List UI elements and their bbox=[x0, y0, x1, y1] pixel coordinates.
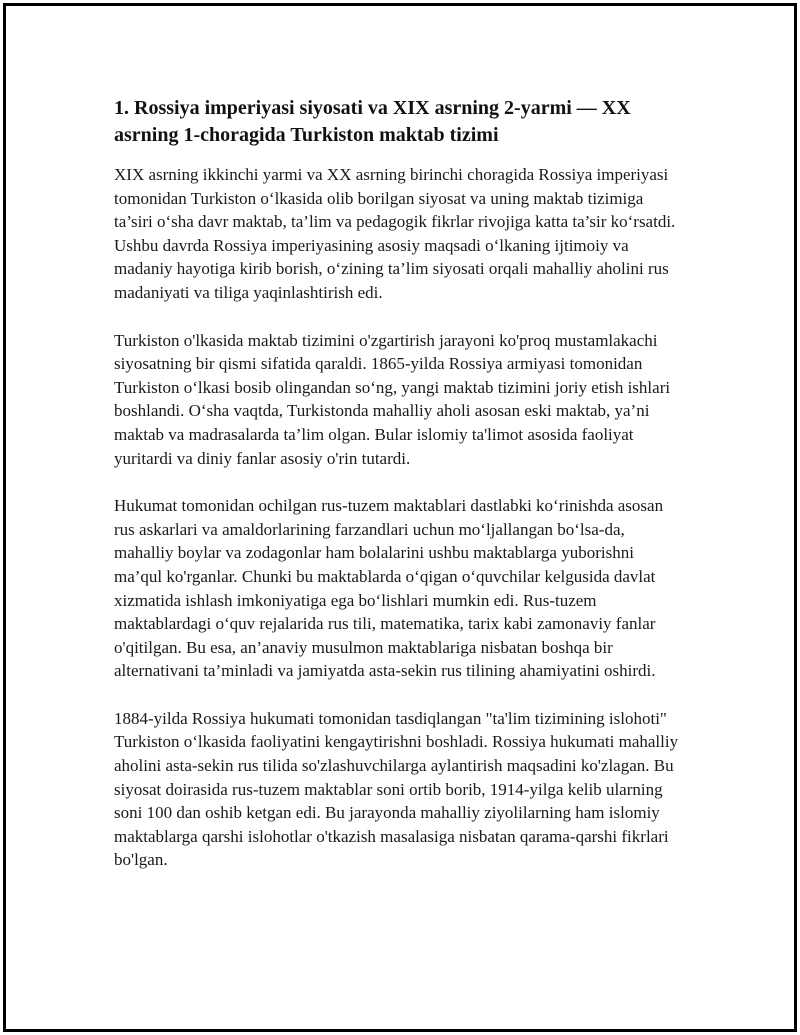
section-title: 1. Rossiya imperiyasi siyosati va XIX asrning 2-yarmi — XX asrning 1-choragida Turkiston maktab tizimi bbox=[114, 97, 631, 146]
paragraph-4: 1884-yilda Rossiya hukumati tomonidan tasdiqlangan "ta'lim tizimining islohoti" Turkiston o‘lkasida faoliyatini kengaytirishni boshladi. Rossiya hukumati mahalliy aholini asta-sekin rus tilida so'zlashuvchilarga aylantirish maqsadini ko'zlagan. Bu siyosat doirasida rus-tuzem maktablar soni ortib borib, 1914-yilga kelib ularning soni 100 dan oshib ketgan edi. Bu jarayonda mahalliy ziyolilarning ham islomiy maktablarga qarshi islohotlar o'tkazish masalasiga nisbatan qarama-qarshi fikrlari bo'lgan. bbox=[114, 708, 679, 870]
document-body bbox=[114, 95, 684, 896]
paragraph-2: Turkiston o'lkasida maktab tizimini o'zgartirish jarayoni ko'proq mustamlakachi siyosatning bir qismi sifatida qaraldi. 1865-yilda Rossiya armiyasi tomonidan Turkiston o‘lkasi bosib olingandan so‘ng, yangi maktab tizimini joriy etish ishlari boshlandi. O‘sha vaqtda, Turkistonda mahalliy aholi asosan eski maktab, ya’ni maktab va madrasalarda ta’lim olgan. Bular islomiy ta'limot asosida faoliyat yuritardi va diniy fanlar asosiy o'rin tutardi. bbox=[114, 330, 671, 468]
paragraph-3: Hukumat tomonidan ochilgan rus-tuzem maktablari dastlabki ko‘rinishda asosan rus askarlari va amaldorlarining farzandlari uchun mo‘ljallangan bo‘lsa-da, mahalliy boylar va zodagonlar ham bolalarini ushbu maktablarga yuborishni ma’qul ko'rganlar. Chunki bu maktablarda o‘qigan o‘quvchilar kelgusida davlat xizmatida ishlash imkoniyatiga ega bo‘lishlari mumkin edi. Rus-tuzem maktablardagi o‘quv rejalarida rus tili, matematika, tarix kabi zamonaviy fanlar o'qitilgan. Bu esa, an’anaviy musulmon maktablariga nisbatan boshqa bir alternativani ta’minladi va jamiyatda asta-sekin rus tilining ahamiyatini oshirdi. bbox=[114, 496, 664, 681]
paragraph-1: XIX asrning ikkinchi yarmi va XX asrning birinchi choragida Rossiya imperiyasi tomonidan Turkiston o‘lkasida olib borilgan siyosat va uning maktab tizimiga ta’siri o‘sha davr maktab, ta’lim va pedagogik fikrlar rivojiga katta ta’sir ko‘rsatdi. Ushbu davrda Rossiya imperiyasining asosiy maqsadi o‘lkaning ijtimoiy va madaniy hayotiga kirib borish, o‘zining ta’lim siyosati orqali mahalliy aholini rus madaniyati va tiliga yaqinlashtirish edi. bbox=[114, 165, 676, 302]
